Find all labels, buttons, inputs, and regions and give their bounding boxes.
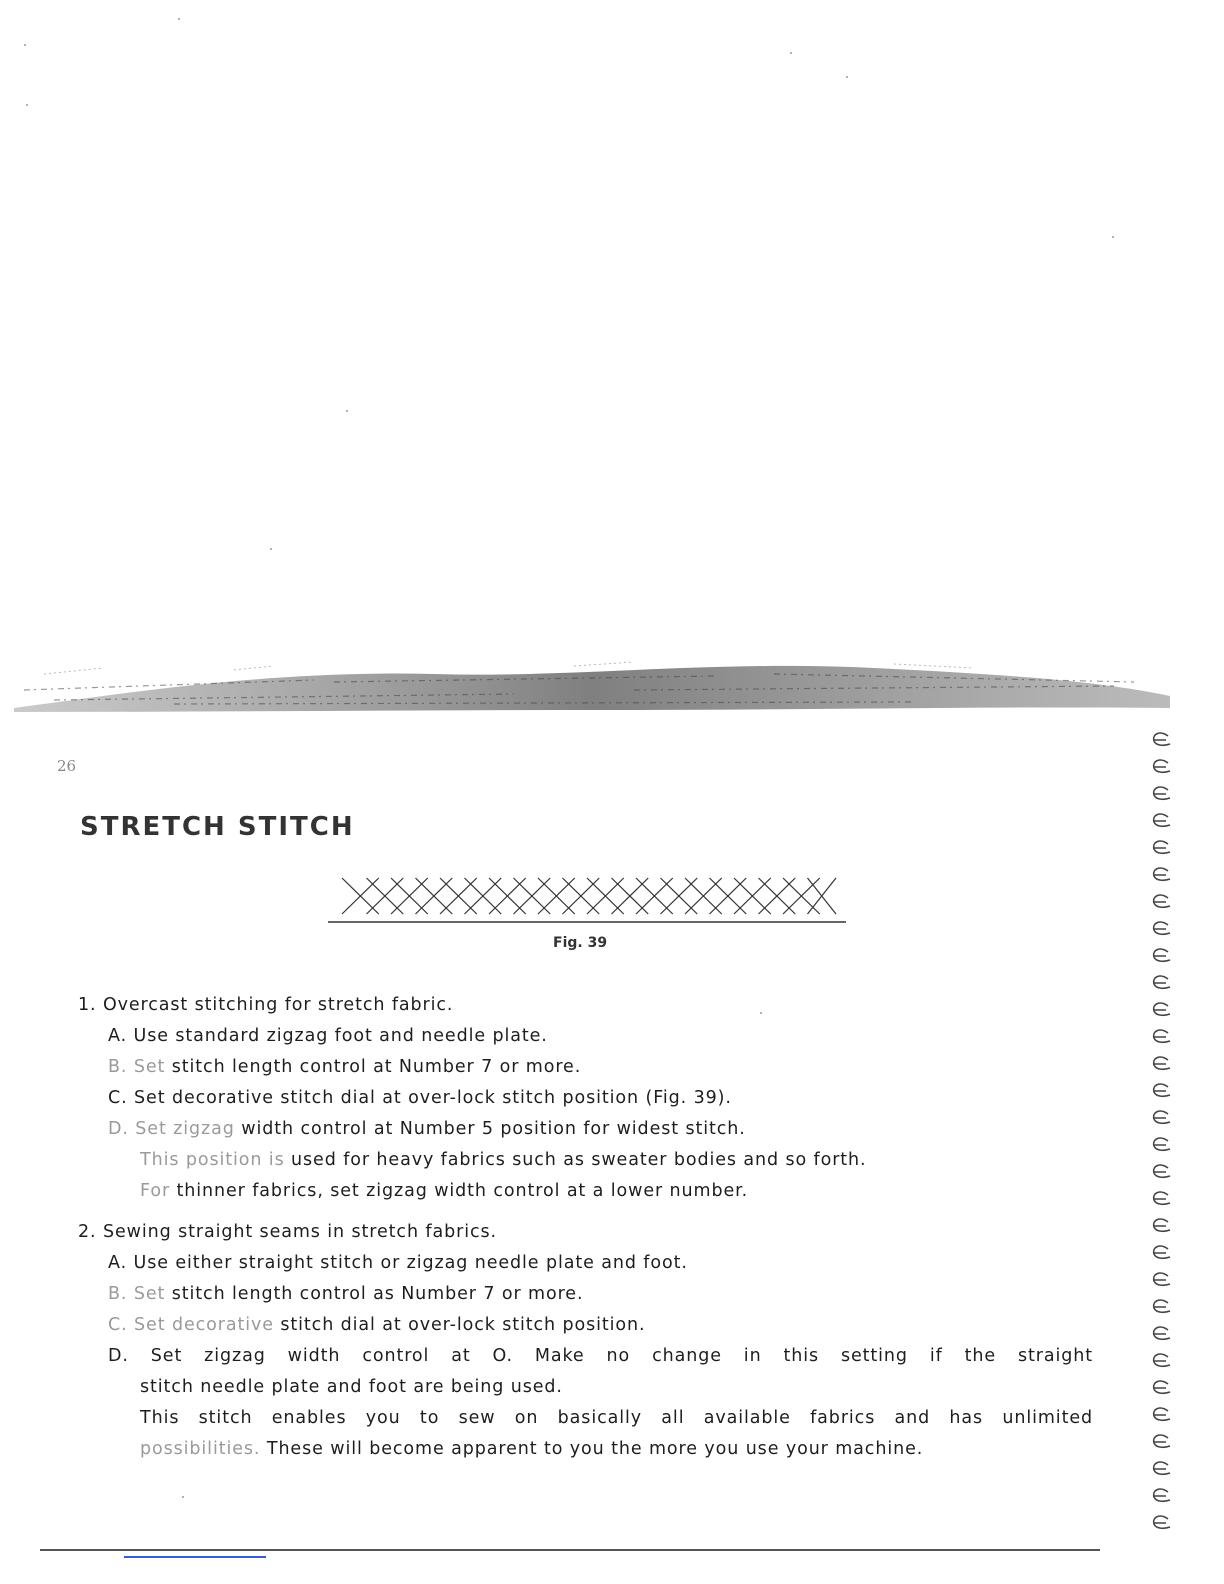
- step-b: B. Set stitch length control as Number 7 or more.: [108, 1284, 584, 1304]
- binding-ring-mark: [1154, 733, 1170, 745]
- binding-ring-mark: [1154, 787, 1170, 799]
- binding-ring-mark: [1154, 1030, 1170, 1042]
- binding-ring-mark: [1154, 1273, 1170, 1285]
- binding-ring-mark: [1154, 1219, 1170, 1231]
- binding-ring-mark: [1154, 814, 1170, 826]
- binding-ring-mark: [1154, 1003, 1170, 1015]
- binding-ring-mark: [1154, 1138, 1170, 1150]
- scan-speck: [790, 52, 792, 54]
- binding-ring-mark: [1154, 1489, 1170, 1501]
- step-b: B. Set stitch length control at Number 7 or more.: [108, 1057, 582, 1077]
- binding-ring-mark: [1154, 1327, 1170, 1339]
- step-a: A. Use either straight stitch or zigzag needle plate and foot.: [108, 1253, 688, 1273]
- step-c: C. Set decorative stitch dial at over-lock stitch position.: [108, 1315, 646, 1335]
- scan-speck: [846, 76, 848, 78]
- scan-speck: [26, 104, 28, 106]
- binding-ring-mark: [1154, 1057, 1170, 1069]
- bottom-rule: [40, 1549, 1100, 1551]
- step-d: D. Set zigzag width control at Number 5 position for widest stitch.: [108, 1119, 746, 1139]
- binding-ring-mark: [1154, 841, 1170, 853]
- note-line: For thinner fabrics, set zigzag width control at a lower number.: [140, 1181, 749, 1201]
- binding-ring-mark: [1154, 1354, 1170, 1366]
- binding-ring-mark: [1154, 1192, 1170, 1204]
- step-a: A. Use standard zigzag foot and needle plate.: [108, 1026, 548, 1046]
- bottom-rule-accent: [124, 1556, 266, 1558]
- binding-ring-mark: [1154, 1462, 1170, 1474]
- binding-ring-mark: [1154, 949, 1170, 961]
- section-overcast: [78, 990, 1093, 1207]
- section-heading: 1. Overcast stitching for stretch fabric.: [78, 995, 454, 1015]
- step-d: D. Set zigzag width control at O. Make no change in this setting if the straight: [108, 1346, 1093, 1366]
- scan-shadow-band: [14, 630, 1170, 720]
- scan-speck: [346, 410, 348, 412]
- scan-speck: [270, 548, 272, 550]
- scan-speck: [760, 1012, 762, 1014]
- scan-speck: [24, 44, 26, 46]
- scan-speck: [1112, 236, 1114, 238]
- binding-ring-mark: [1154, 922, 1170, 934]
- overlock-stitch-figure: [328, 872, 846, 928]
- continuation-line: stitch needle plate and foot are being used.: [140, 1377, 563, 1397]
- binding-ring-mark: [1154, 1084, 1170, 1096]
- scan-speck: [182, 1496, 184, 1498]
- binding-ring-mark: [1154, 1300, 1170, 1312]
- binding-ring-mark: [1154, 1111, 1170, 1123]
- binding-ring-mark: [1154, 1165, 1170, 1177]
- page-title: STRETCH STITCH: [80, 812, 355, 842]
- binding-ring-mark: [1154, 976, 1170, 988]
- binding-ring-mark: [1154, 868, 1170, 880]
- step-c: C. Set decorative stitch dial at over-lock stitch position (Fig. 39).: [108, 1088, 732, 1108]
- binding-ring-mark: [1154, 760, 1170, 772]
- binding-ring-mark: [1154, 1516, 1170, 1528]
- binding-ring-mark: [1154, 1381, 1170, 1393]
- page-number: 26: [57, 757, 77, 775]
- note-line: This position is used for heavy fabrics such as sweater bodies and so forth.: [140, 1150, 867, 1170]
- section-heading: 2. Sewing straight seams in stretch fabrics.: [78, 1222, 497, 1242]
- binding-ring-marks: [1146, 728, 1176, 1538]
- binding-ring-mark: [1154, 1435, 1170, 1447]
- scan-speck: [178, 18, 180, 20]
- figure-caption: Fig. 39: [553, 935, 608, 951]
- binding-ring-mark: [1154, 895, 1170, 907]
- binding-ring-mark: [1154, 1408, 1170, 1420]
- note-line: possibilities. These will become apparent to you the more you use your machine.: [140, 1439, 924, 1459]
- instructions: [78, 990, 1093, 1475]
- binding-ring-mark: [1154, 1246, 1170, 1258]
- section-straight-seams: [78, 1217, 1093, 1465]
- note-line: This stitch enables you to sew on basically all available fabrics and has unlimited: [140, 1408, 1093, 1428]
